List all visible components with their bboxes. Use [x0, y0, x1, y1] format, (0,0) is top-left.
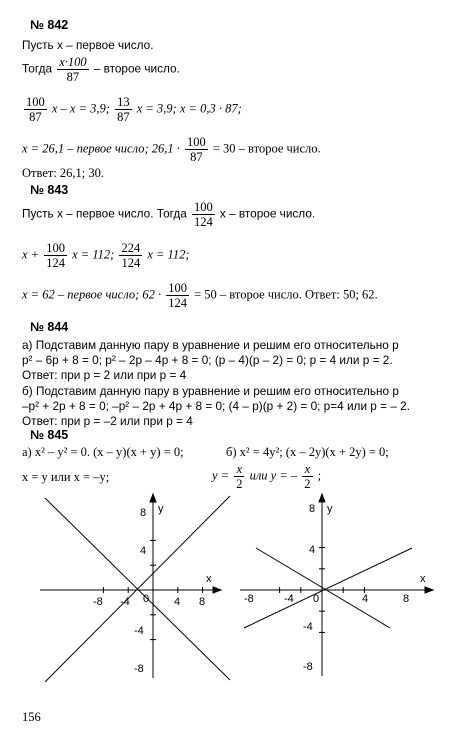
graph-b-tick-y: -4: [303, 621, 313, 633]
p842-l4-b: = 30 – второе число.: [212, 141, 321, 156]
problem-845-header: № 845: [30, 428, 69, 442]
p843-l1-pre: Пусть x – первое число. Тогда: [22, 206, 187, 221]
fraction: $\frac{x\cdot 100}{87}$: [59, 55, 87, 84]
fraction: $\frac{100}{124}$: [46, 241, 65, 270]
graph-b-tick-y: 4: [309, 544, 316, 556]
graph-b-tick-y: -8: [303, 661, 313, 673]
fraction: $\frac{100}{124}$: [168, 281, 187, 310]
graph-b-tick-x: 4: [362, 593, 369, 605]
p842-l4-a: x = 26,1 – первое число; 26,1 ·: [22, 141, 180, 156]
fraction: $\frac{x}{2}$: [304, 462, 311, 491]
fraction: $\frac{100}{87}$: [26, 95, 45, 124]
graph-a-tick-y: 4: [140, 545, 147, 557]
p843-l3-a: x = 62 – первое число; 62 ·: [22, 287, 162, 302]
p843-l2-a: x +: [22, 247, 40, 262]
graph-a-y-label: y: [158, 503, 164, 515]
problem-843-header: № 843: [30, 183, 69, 197]
graph-a-tick-y: -4: [134, 625, 144, 637]
graph-b-x-arrow: [425, 587, 433, 593]
p842-l2-pre: Тогда: [22, 61, 53, 76]
p842-line-1: Пусть x – первое число.: [22, 38, 154, 52]
p844-a-line-2: p² – 6p + 8 = 0; p² – 2p – 4p + 8 = 0; (p – 4)(p – 2) = 0; p = 4 или p = 2.: [22, 353, 393, 367]
page-number: 156: [22, 710, 41, 724]
p845-b-sol-end: ;: [317, 468, 322, 483]
p842-l2-post: – второе число.: [93, 61, 180, 76]
graph-a-tick-x: 0: [143, 593, 150, 605]
graph-b-y-label: y: [327, 503, 333, 515]
graph-a-tick-y: -8: [134, 663, 144, 675]
graph-a-tick-y: 8: [140, 507, 147, 519]
graph-b-tick-x: -4: [284, 593, 294, 605]
fraction: $\frac{100}{124}$: [193, 200, 213, 229]
graph-b-tick-x: 0: [313, 593, 320, 605]
fraction: $\frac{100}{87}$: [187, 135, 206, 164]
fraction: $\frac{x}{2}$: [236, 462, 243, 491]
p842-l3-b: x = 3,9; x = 0,3 · 87;: [136, 101, 242, 116]
p844-a-answer: Ответ: при p = 2 или при p = 4: [22, 368, 187, 382]
graph-b-x-label: x: [420, 573, 426, 585]
p845-a-equation: а) x² – y² = 0. (x – y)(x + y) = 0;: [22, 445, 184, 459]
p843-l3-b: = 50 – второе число. Ответ: 50; 62.: [194, 287, 378, 302]
graph-a-tick-x: 8: [199, 596, 206, 608]
fraction: $\frac{224}{124}$: [121, 241, 141, 270]
p845-b-sol-pre: y =: [212, 468, 230, 483]
graph-b-y-arrow: [319, 494, 325, 502]
graph-b-tick-x: 8: [403, 593, 410, 605]
p844-b-line-2: –p² + 2p + 8 = 0; –p² – 2p + 4p + 8 = 0; (4 – p)(p + 2) = 0; p=4 или p = – 2.: [22, 399, 410, 413]
p843-l2-c: x = 112;: [147, 247, 190, 262]
p842-l3-a: x – x = 3,9;: [51, 101, 110, 116]
problem-842-header: № 842: [30, 18, 69, 32]
p845-b-sol-mid: или y = –: [249, 468, 298, 483]
graph-b-tick-x: -8: [244, 593, 254, 605]
p843-l2-b: x = 112;: [72, 247, 115, 262]
graph-a-tick-x: -4: [120, 596, 130, 608]
graph-b-tick-y: 8: [309, 503, 316, 515]
p843-l1-post: x – второе число.: [219, 206, 316, 221]
p844-b-line-1: б) Подставим данную пару в уравнение и решим его относительно p: [22, 384, 399, 398]
fraction: $\frac{13}{87}$: [117, 95, 130, 124]
problem-844-header: № 844: [30, 320, 69, 334]
graph-b-line-y-neg-half-x: [256, 548, 390, 628]
p844-b-answer: Ответ: при p = –2 или при p = 4: [22, 414, 193, 428]
p845-b-equation: б) x² = 4y²; (x – 2y)(x + 2y) = 0;: [226, 445, 389, 459]
p845-a-solution: x = y или x = –y;: [22, 470, 110, 484]
graph-a-tick-x: -8: [93, 596, 103, 608]
graph-b-line-y-half-x: [244, 548, 412, 628]
p842-answer: Ответ: 26,1; 30.: [22, 166, 105, 180]
graph-a-tick-x: 4: [174, 596, 181, 608]
p844-a-line-1: а) Подставим данную пару в уравнение и решим его относительно p: [22, 338, 399, 352]
graph-a-x-label: x: [206, 573, 212, 585]
